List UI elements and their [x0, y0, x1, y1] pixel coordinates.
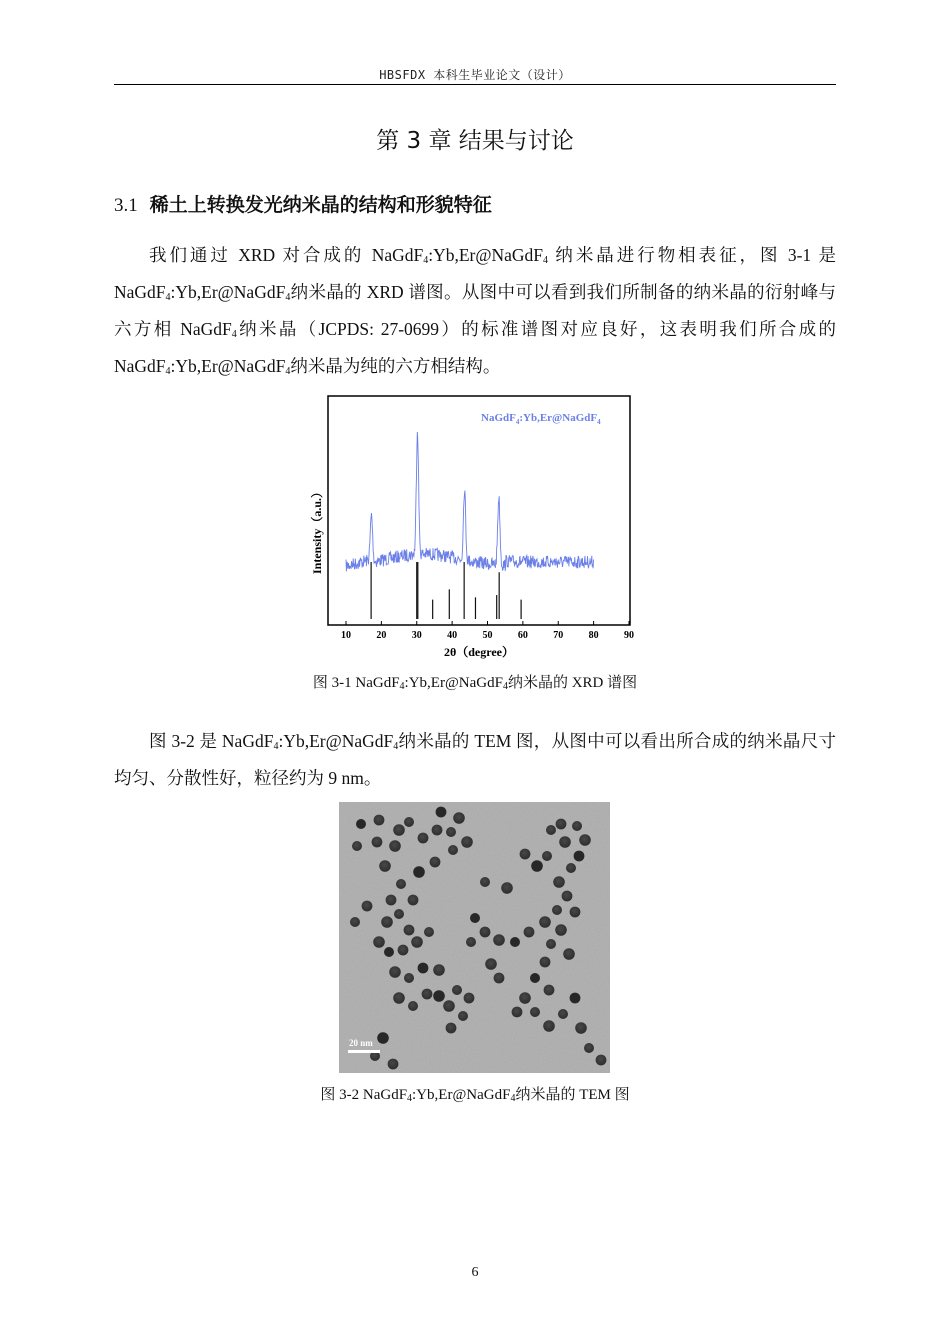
nanoparticle	[562, 891, 573, 902]
nanoparticle	[424, 927, 434, 937]
nanoparticle	[372, 837, 383, 848]
nanoparticle	[404, 817, 414, 827]
legend-label	[481, 412, 601, 426]
nanoparticle	[374, 815, 385, 826]
nanoparticle	[480, 877, 490, 887]
nanoparticle	[563, 948, 575, 960]
nanoparticle	[452, 985, 462, 995]
subscript: 4	[285, 366, 291, 377]
nanoparticle	[433, 964, 445, 976]
section-heading	[114, 190, 836, 217]
nanoparticle	[546, 939, 556, 949]
subscript: 4	[393, 741, 399, 752]
nanoparticle	[352, 841, 362, 851]
nanoparticle	[393, 824, 405, 836]
nanoparticle	[559, 836, 571, 848]
nanoparticle	[350, 917, 360, 927]
subscript: 4	[510, 1093, 516, 1104]
nanoparticle	[552, 905, 562, 915]
text-run: 纳米晶进行物相表征，图 3-1 是 NaGdF	[114, 245, 837, 302]
nanoparticle	[494, 973, 505, 984]
nanoparticle	[485, 958, 497, 970]
nanoparticle	[453, 812, 465, 824]
x-tick-label: 50	[482, 630, 493, 641]
nanoparticle	[470, 913, 480, 923]
measured-pattern-line	[346, 432, 594, 571]
nanoparticle	[570, 907, 581, 918]
nanoparticle	[519, 992, 531, 1004]
text-run: :Yb,Er@NaGdF	[428, 245, 544, 265]
nanoparticle	[433, 990, 445, 1002]
nanoparticle	[393, 992, 405, 1004]
nanoparticle	[362, 901, 373, 912]
nanoparticle	[418, 833, 429, 844]
caption-text: 纳米晶的 XRD 谱图	[507, 675, 638, 691]
chapter-title: 第 3 章 结果与讨论	[376, 128, 574, 154]
text-run: :Yb,Er@NaGdF	[170, 356, 286, 376]
nanoparticle	[384, 947, 394, 957]
subscript: 4	[231, 329, 237, 340]
subscript: 4	[423, 255, 429, 266]
section-number: 3.1	[114, 195, 138, 216]
nanoparticle	[411, 936, 423, 948]
nanoparticle	[553, 876, 565, 888]
nanoparticle	[377, 1032, 389, 1044]
caption-text: :Yb,Er@NaGdF	[404, 675, 503, 691]
paragraph-xrd	[114, 237, 836, 385]
x-tick-label: 90	[624, 630, 634, 641]
figure2-caption	[114, 1083, 836, 1104]
subscript: 4	[543, 255, 549, 266]
nanoparticle	[530, 1007, 540, 1017]
nanoparticle	[596, 1055, 607, 1066]
scale-bar	[348, 1050, 380, 1053]
subscript: 4	[407, 1093, 413, 1104]
nanoparticle	[356, 819, 366, 829]
nanoparticle	[443, 1000, 455, 1012]
nanoparticle	[584, 1043, 594, 1053]
reference-lines	[371, 562, 521, 619]
nanoparticle	[555, 924, 567, 936]
legend-text: :Yb,Er@NaGdF	[519, 412, 598, 424]
nanoparticle	[394, 909, 404, 919]
nanoparticle	[381, 916, 393, 928]
scale-bar-label: 20 nm	[349, 1038, 373, 1048]
legend-subscript: 4	[597, 418, 601, 426]
x-tick-label: 30	[411, 630, 422, 641]
page-number: 6	[471, 1265, 479, 1280]
paragraph-tem	[114, 723, 836, 797]
nanoparticle	[493, 934, 505, 946]
nanoparticle	[531, 860, 543, 872]
caption-text: 图 3-1 NaGdF	[312, 675, 400, 691]
nanoparticle	[566, 863, 576, 873]
text-run: 纳米晶的 XRD 谱图。从图中可以看到我们所制备的纳米晶的衍射峰与六方相 NaGdF	[114, 282, 836, 339]
nanoparticle	[575, 1022, 587, 1034]
text-run: 纳米晶的 TEM 图，从图中可以看出所合成的纳米晶尺寸均匀、分散性好，粒径约为 9 nm。	[114, 731, 836, 788]
nanoparticle	[544, 985, 555, 996]
nanoparticle	[408, 1001, 418, 1011]
text-run: 我们通过 XRD 对合成的 NaGdF	[149, 245, 424, 265]
text-run: 纳米晶（JCPDS: 27-0699）的标准谱图对应良好，这表明我们所合成的 NaGdF	[114, 319, 836, 376]
subscript: 4	[165, 366, 171, 377]
nanoparticle	[558, 1009, 568, 1019]
nanoparticle	[501, 882, 513, 894]
nanoparticle	[540, 957, 551, 968]
nanoparticle	[446, 827, 456, 837]
nanoparticle	[524, 927, 535, 938]
nanoparticle	[543, 1020, 555, 1032]
nanoparticle	[570, 993, 581, 1004]
nanoparticle	[396, 879, 406, 889]
nanoparticle	[461, 836, 473, 848]
nanoparticle	[572, 821, 582, 831]
nanoparticle	[430, 857, 441, 868]
nanoparticle	[539, 916, 551, 928]
nanoparticle	[436, 807, 447, 818]
section-title: 稀土上转换发光纳米晶的结构和形貌特征	[149, 194, 492, 216]
page-header: HBSFDX 本科生毕业论文（设计）	[379, 68, 571, 82]
nanoparticle	[458, 1011, 468, 1021]
nanoparticle	[520, 849, 531, 860]
subscript: 4	[273, 741, 279, 752]
nanoparticle	[418, 963, 429, 974]
y-axis-label: Intensity（a.u.）	[310, 485, 324, 575]
nanoparticle	[404, 973, 414, 983]
nanoparticle	[466, 937, 476, 947]
text-run: :Yb,Er@NaGdF	[170, 282, 286, 302]
xrd-chart	[296, 390, 646, 665]
nanoparticle	[480, 927, 491, 938]
header-rule	[114, 84, 836, 85]
subscript: 4	[399, 681, 405, 692]
x-tick-label: 20	[376, 630, 387, 641]
x-tick-label: 80	[588, 630, 599, 641]
nanoparticle	[510, 937, 520, 947]
nanoparticle	[386, 895, 397, 906]
x-axis-label: 2θ（degree）	[443, 645, 515, 659]
nanoparticle	[379, 860, 391, 872]
text-run: 纳米晶为纯的六方相结构。	[290, 356, 501, 376]
nanoparticle	[404, 925, 415, 936]
x-tick-label: 40	[447, 630, 458, 641]
x-tick-label: 10	[341, 630, 351, 641]
subscript: 4	[165, 292, 171, 303]
nanoparticle	[413, 866, 425, 878]
nanoparticle	[530, 973, 540, 983]
subscript: 4	[285, 292, 291, 303]
nanoparticle	[464, 993, 475, 1004]
caption-text: :Yb,Er@NaGdF	[412, 1087, 511, 1103]
figure1-caption	[114, 671, 836, 692]
caption-text: 纳米晶的 TEM 图	[515, 1087, 630, 1103]
text-run: :Yb,Er@NaGdF	[278, 731, 394, 751]
nanoparticle	[432, 825, 443, 836]
nanoparticle	[542, 851, 552, 861]
tem-image	[339, 802, 610, 1073]
subscript: 4	[502, 681, 508, 692]
nanoparticle	[389, 966, 401, 978]
nanoparticle	[546, 825, 556, 835]
nanoparticle	[579, 834, 591, 846]
plot-frame	[328, 396, 630, 625]
x-tick-label: 70	[553, 630, 564, 641]
legend-text: NaGdF	[481, 412, 516, 424]
nanoparticle	[398, 945, 409, 956]
nanoparticle	[389, 840, 401, 852]
nanoparticle	[388, 1059, 399, 1070]
nanoparticle	[556, 819, 567, 830]
x-axis-ticks	[341, 621, 634, 641]
nanoparticle	[422, 989, 433, 1000]
nanoparticle	[408, 895, 419, 906]
nanoparticle	[574, 851, 585, 862]
legend-subscript: 4	[515, 418, 520, 426]
nanoparticle	[373, 936, 385, 948]
caption-text: 图 3-2 NaGdF	[320, 1087, 408, 1103]
nanoparticle	[512, 1007, 523, 1018]
x-tick-label: 60	[517, 630, 528, 641]
text-run: 图 3-2 是 NaGdF	[149, 731, 274, 751]
nanoparticle	[448, 845, 458, 855]
nanoparticle	[446, 1023, 457, 1034]
